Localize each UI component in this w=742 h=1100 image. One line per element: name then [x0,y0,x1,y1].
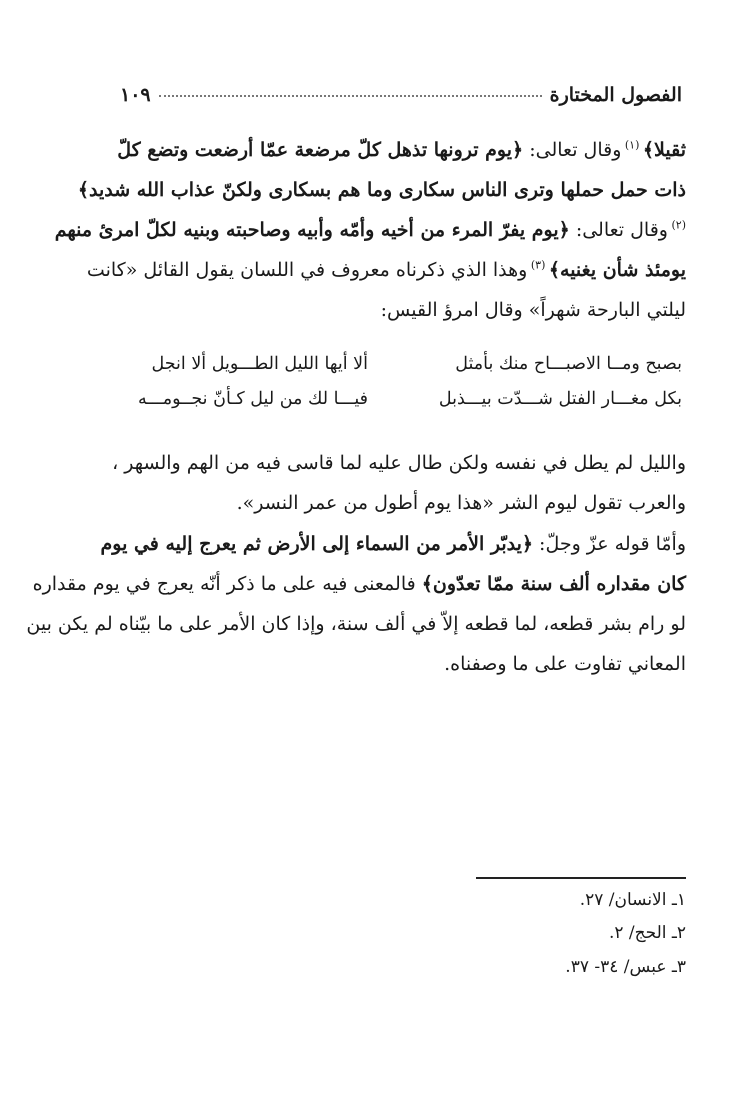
body-text: وأمّا قوله عزّ وجلّ: [533,533,686,555]
quran-verse-text: كان مقداره ألف سنة ممّا تعدّون﴾ [421,573,686,595]
quran-verse-text: ﴿يوم يفرّ المرء من أخيه وأمّه وأبيه وصاحبته وبنيه لكلّ امرئ منهم [54,219,570,241]
verse-2-hemistich-2: بكل مغـــار الفتل شـــدّت بيـــذبل [438,389,682,409]
footnote-ref: (٣) [527,258,549,272]
body-text: وقال تعالى: [523,139,622,161]
footnote-separator [476,877,686,879]
body-text: وقال تعالى: [569,219,668,241]
footnote-3: ٣ـ عبس/ ٣٤- ٣٧. [565,957,686,977]
body-text: والليل لم يطل في نفسه ولكن طال عليه لما قاسى فيه من الهم والسهر ، [112,452,686,474]
footnote-ref: (٢) [667,218,686,232]
body-text: والعرب تقول ليوم الشر «هذا يوم أطول من عمر النسر». [236,492,686,514]
dotted-leader [159,95,542,97]
text-line [118,290,686,330]
footnote-2: ٢ـ الحج/ ٢. [608,923,686,943]
text-line [86,250,686,290]
text-line [26,604,686,644]
quran-verse-text: ﴿يوم ترونها تذهل كلّ مرضعة عمّا أرضعت وتضع كلّ [117,139,524,161]
body-text: المعاني تفاوت على ما وصفناه. [444,653,686,675]
chapter-title: الفصول المختارة [549,84,682,106]
quran-verse-text: ذات حمل حملها وترى الناس سكارى وما هم بسكارى ولكنّ عذاب الله شديد﴾ [77,179,686,201]
body-text: لو رام بشر قطعه، لما قطعه إلاّ في ألف سنة، وإذا كان الأمر على ما بيّناه لم يكن بين [26,613,686,635]
body-text: فالمعنى فيه على ما ذكر أنّه يعرج في يوم مقداره [32,573,422,595]
verse-1-hemistich-2: بصبح ومــا الاصبـــاح منك بأمثل [455,354,682,374]
text-line [32,564,686,604]
running-header [120,68,682,106]
text-line [112,443,686,483]
body-text: وهذا الذي ذكرناه معروف في اللسان يقول القائل «كانت [86,259,528,281]
footnote-ref: (١) [621,138,643,152]
text-line [118,130,686,170]
quran-verse-text: يومئذ شأن يغنيه﴾ [548,259,686,281]
footnote-1: ١ـ الانسان/ ٢٧. [579,890,686,910]
quran-verse-text: ﴿يدبّر الأمر من السماء إلى الأرض ثم يعرج إليه في يوم [100,533,534,555]
text-line [118,483,686,523]
text-line [54,210,686,250]
quran-verse-text: ثقيلا﴾ [642,139,686,161]
text-line [77,170,686,210]
text-line [118,644,686,684]
verse-2-hemistich-1: فيـــا لك من ليل كـأنّ نجــومـــه [137,389,368,409]
text-line [100,524,686,564]
page-number: ١٠٩ [120,84,151,106]
body-text: ليلتي البارحة شهراً» وقال امرؤ القيس: [380,299,686,321]
verse-1-hemistich-1: ألا أيها الليل الطـــويل ألا انجل [151,354,368,374]
